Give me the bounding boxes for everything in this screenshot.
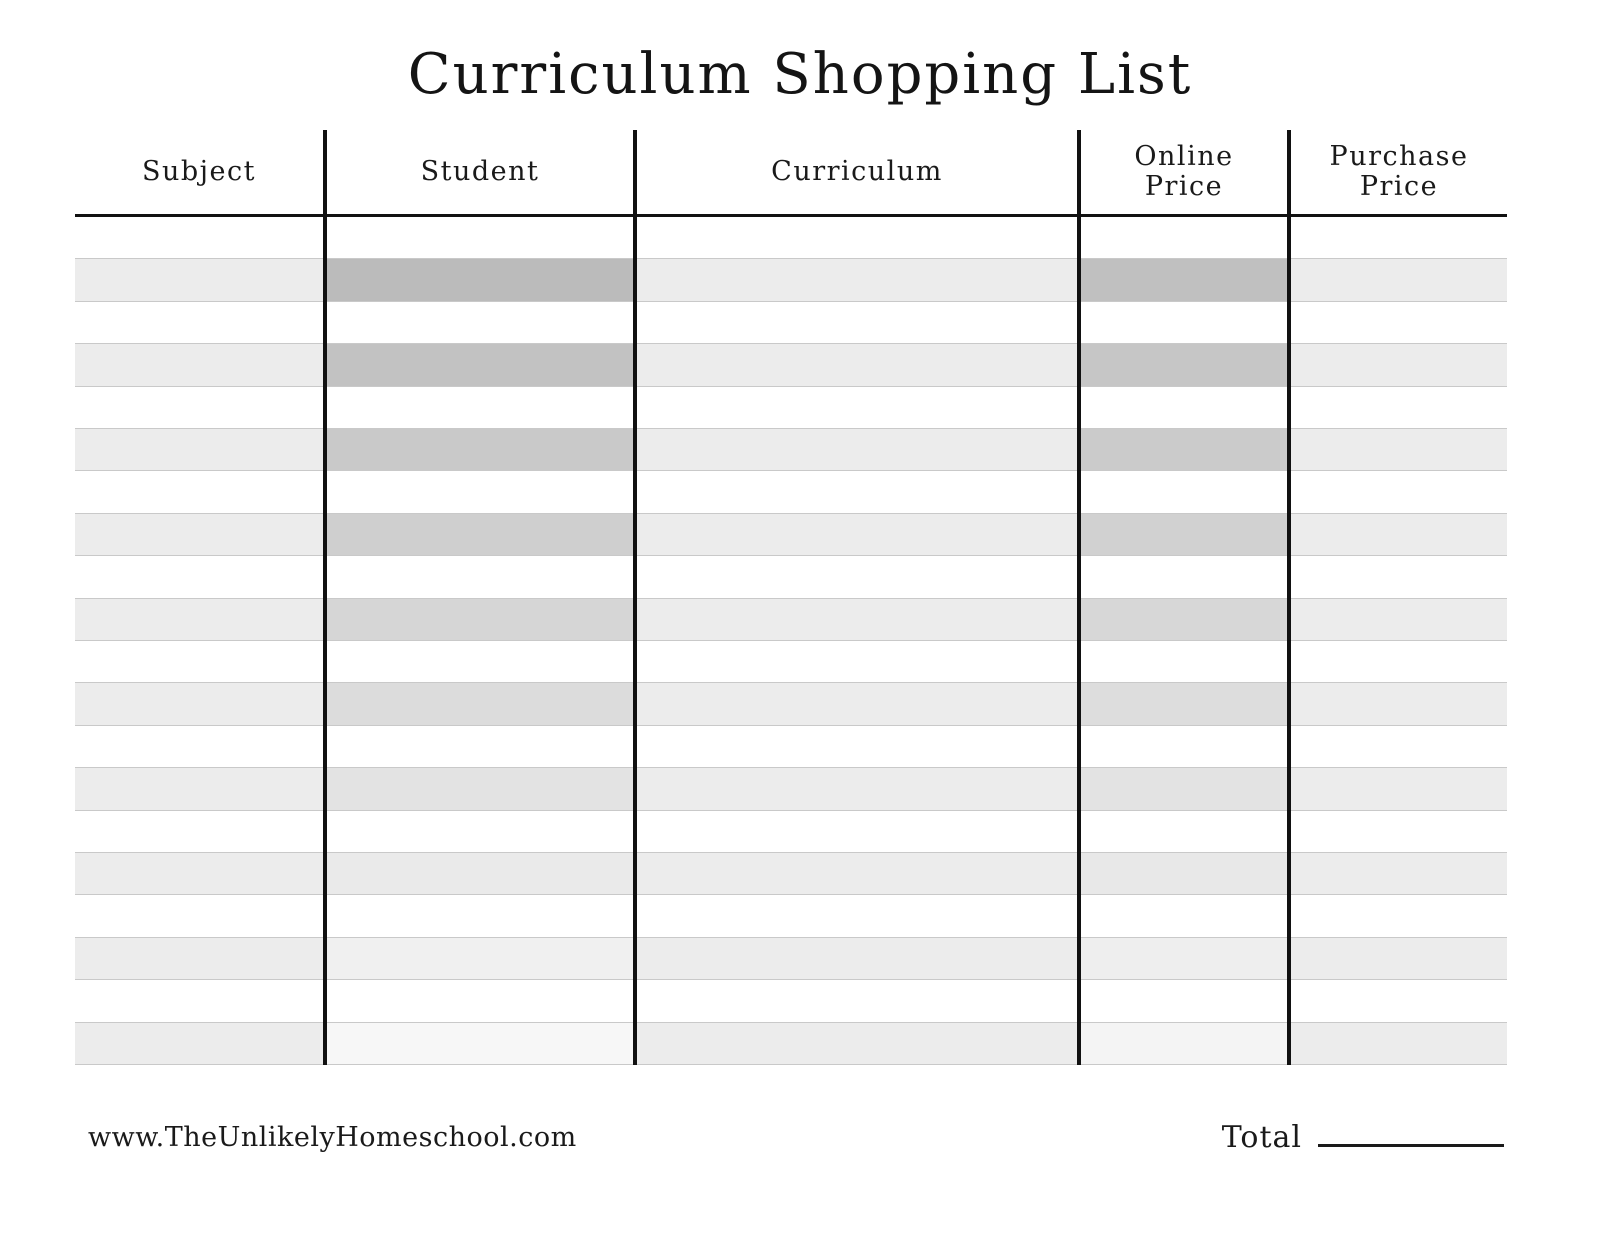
cell-purchase-price[interactable] — [1291, 556, 1507, 598]
cell-student[interactable] — [327, 811, 633, 853]
cell-subject[interactable] — [75, 471, 323, 513]
cell-subject[interactable] — [75, 895, 323, 937]
cell-purchase-price[interactable] — [1291, 768, 1507, 810]
cell-subject[interactable] — [75, 683, 323, 725]
table-row[interactable] — [75, 895, 1507, 937]
cell-subject[interactable] — [75, 344, 323, 386]
cell-curriculum[interactable] — [637, 853, 1077, 895]
column-separator-subject-student — [323, 130, 327, 1065]
column-separator-student-curriculum — [633, 130, 637, 1065]
cell-subject[interactable] — [75, 1023, 323, 1065]
cell-online-price[interactable] — [1081, 514, 1287, 556]
total-write-in-blank[interactable] — [1318, 1118, 1504, 1147]
cell-online-price[interactable] — [1081, 471, 1287, 513]
cell-student[interactable] — [327, 938, 633, 980]
footer-website-url: www.TheUnlikelyHomeschool.com — [88, 1122, 577, 1153]
cell-subject[interactable] — [75, 811, 323, 853]
row-divider-rule — [75, 1064, 1507, 1065]
cell-online-price[interactable] — [1081, 853, 1287, 895]
column-header-online-price — [1081, 130, 1287, 214]
cell-subject[interactable] — [75, 259, 323, 301]
cell-purchase-price[interactable] — [1291, 344, 1507, 386]
cell-student[interactable] — [327, 514, 633, 556]
cell-student[interactable] — [327, 1023, 633, 1065]
cell-student[interactable] — [327, 387, 633, 429]
cell-online-price[interactable] — [1081, 1023, 1287, 1065]
cell-curriculum[interactable] — [637, 599, 1077, 641]
table-row[interactable] — [75, 599, 1507, 641]
cell-student[interactable] — [327, 599, 633, 641]
cell-student[interactable] — [327, 683, 633, 725]
cell-purchase-price[interactable] — [1291, 811, 1507, 853]
column-header-purchase-price-line2: Price — [1359, 171, 1439, 202]
cell-curriculum[interactable] — [637, 811, 1077, 853]
table-row[interactable] — [75, 768, 1507, 810]
table-row[interactable] — [75, 471, 1507, 513]
cell-online-price[interactable] — [1081, 259, 1287, 301]
cell-purchase-price[interactable] — [1291, 641, 1507, 683]
cell-student[interactable] — [327, 217, 633, 259]
cell-student[interactable] — [327, 344, 633, 386]
cell-student[interactable] — [327, 726, 633, 768]
cell-curriculum[interactable] — [637, 217, 1077, 259]
cell-curriculum[interactable] — [637, 556, 1077, 598]
total-label: Total — [1221, 1120, 1302, 1155]
cell-student[interactable] — [327, 980, 633, 1022]
cell-curriculum[interactable] — [637, 1023, 1077, 1065]
cell-subject[interactable] — [75, 768, 323, 810]
cell-subject[interactable] — [75, 641, 323, 683]
table-row[interactable] — [75, 726, 1507, 768]
table-row[interactable] — [75, 811, 1507, 853]
cell-curriculum[interactable] — [637, 726, 1077, 768]
cell-purchase-price[interactable] — [1291, 895, 1507, 937]
cell-curriculum[interactable] — [637, 938, 1077, 980]
cell-subject[interactable] — [75, 514, 323, 556]
cell-subject[interactable] — [75, 980, 323, 1022]
cell-online-price[interactable] — [1081, 938, 1287, 980]
cell-online-price[interactable] — [1081, 429, 1287, 471]
cell-curriculum[interactable] — [637, 471, 1077, 513]
cell-curriculum[interactable] — [637, 344, 1077, 386]
column-header-subject: Subject — [142, 155, 256, 187]
cell-curriculum[interactable] — [637, 514, 1077, 556]
column-separator-online-purchase — [1287, 130, 1291, 1065]
table-row[interactable] — [75, 980, 1507, 1022]
column-header-curriculum: Curriculum — [771, 155, 943, 187]
cell-purchase-price[interactable] — [1291, 217, 1507, 259]
column-header-purchase-price — [1291, 130, 1507, 214]
cell-online-price[interactable] — [1081, 302, 1287, 344]
cell-student[interactable] — [327, 768, 633, 810]
table-header-row — [75, 130, 1507, 214]
table-row[interactable] — [75, 217, 1507, 259]
cell-curriculum[interactable] — [637, 387, 1077, 429]
cell-online-price[interactable] — [1081, 217, 1287, 259]
table-row[interactable] — [75, 641, 1507, 683]
column-header-student: Student — [420, 155, 540, 187]
page-title: Curriculum Shopping List — [407, 42, 1193, 107]
cell-online-price[interactable] — [1081, 980, 1287, 1022]
cell-purchase-price[interactable] — [1291, 387, 1507, 429]
cell-subject[interactable] — [75, 853, 323, 895]
cell-student[interactable] — [327, 302, 633, 344]
cell-purchase-price[interactable] — [1291, 853, 1507, 895]
cell-online-price[interactable] — [1081, 726, 1287, 768]
table-row[interactable] — [75, 387, 1507, 429]
column-separator-curriculum-online — [1077, 130, 1081, 1065]
cell-curriculum[interactable] — [637, 895, 1077, 937]
cell-online-price[interactable] — [1081, 683, 1287, 725]
cell-subject[interactable] — [75, 556, 323, 598]
cell-subject[interactable] — [75, 599, 323, 641]
table-body — [75, 217, 1507, 1065]
cell-purchase-price[interactable] — [1291, 302, 1507, 344]
table-row[interactable] — [75, 514, 1507, 556]
cell-curriculum[interactable] — [637, 768, 1077, 810]
cell-purchase-price[interactable] — [1291, 683, 1507, 725]
cell-purchase-price[interactable] — [1291, 726, 1507, 768]
cell-online-price[interactable] — [1081, 641, 1287, 683]
cell-subject[interactable] — [75, 938, 323, 980]
cell-online-price[interactable] — [1081, 344, 1287, 386]
cell-purchase-price[interactable] — [1291, 471, 1507, 513]
cell-purchase-price[interactable] — [1291, 938, 1507, 980]
table-row[interactable] — [75, 683, 1507, 725]
cell-student[interactable] — [327, 556, 633, 598]
cell-curriculum[interactable] — [637, 641, 1077, 683]
cell-student[interactable] — [327, 471, 633, 513]
cell-curriculum[interactable] — [637, 302, 1077, 344]
total-field — [1222, 1118, 1504, 1155]
cell-student[interactable] — [327, 429, 633, 471]
cell-student[interactable] — [327, 259, 633, 301]
cell-purchase-price[interactable] — [1291, 429, 1507, 471]
table-row[interactable] — [75, 259, 1507, 301]
shopping-list-table — [75, 130, 1507, 1065]
cell-purchase-price[interactable] — [1291, 1023, 1507, 1065]
cell-online-price[interactable] — [1081, 895, 1287, 937]
column-header-online-price-line1: Online — [1134, 140, 1234, 172]
cell-curriculum[interactable] — [637, 980, 1077, 1022]
cell-subject[interactable] — [75, 302, 323, 344]
cell-student[interactable] — [327, 895, 633, 937]
cell-curriculum[interactable] — [637, 429, 1077, 471]
table-row[interactable] — [75, 344, 1507, 386]
cell-purchase-price[interactable] — [1291, 599, 1507, 641]
cell-online-price[interactable] — [1081, 387, 1287, 429]
table-row[interactable] — [75, 853, 1507, 895]
cell-purchase-price[interactable] — [1291, 259, 1507, 301]
cell-student[interactable] — [327, 641, 633, 683]
table-row[interactable] — [75, 1023, 1507, 1065]
cell-subject[interactable] — [75, 429, 323, 471]
cell-subject[interactable] — [75, 726, 323, 768]
cell-curriculum[interactable] — [637, 683, 1077, 725]
cell-subject[interactable] — [75, 217, 323, 259]
cell-online-price[interactable] — [1081, 599, 1287, 641]
table-row[interactable] — [75, 556, 1507, 598]
cell-purchase-price[interactable] — [1291, 980, 1507, 1022]
table-row[interactable] — [75, 302, 1507, 344]
cell-online-price[interactable] — [1081, 768, 1287, 810]
column-header-online-price-line2: Price — [1144, 171, 1224, 202]
cell-subject[interactable] — [75, 387, 323, 429]
cell-online-price[interactable] — [1081, 811, 1287, 853]
table-row[interactable] — [75, 938, 1507, 980]
table-row[interactable] — [75, 429, 1507, 471]
cell-curriculum[interactable] — [637, 259, 1077, 301]
cell-purchase-price[interactable] — [1291, 514, 1507, 556]
cell-online-price[interactable] — [1081, 556, 1287, 598]
column-header-purchase-price-line1: Purchase — [1329, 140, 1469, 172]
cell-student[interactable] — [327, 853, 633, 895]
